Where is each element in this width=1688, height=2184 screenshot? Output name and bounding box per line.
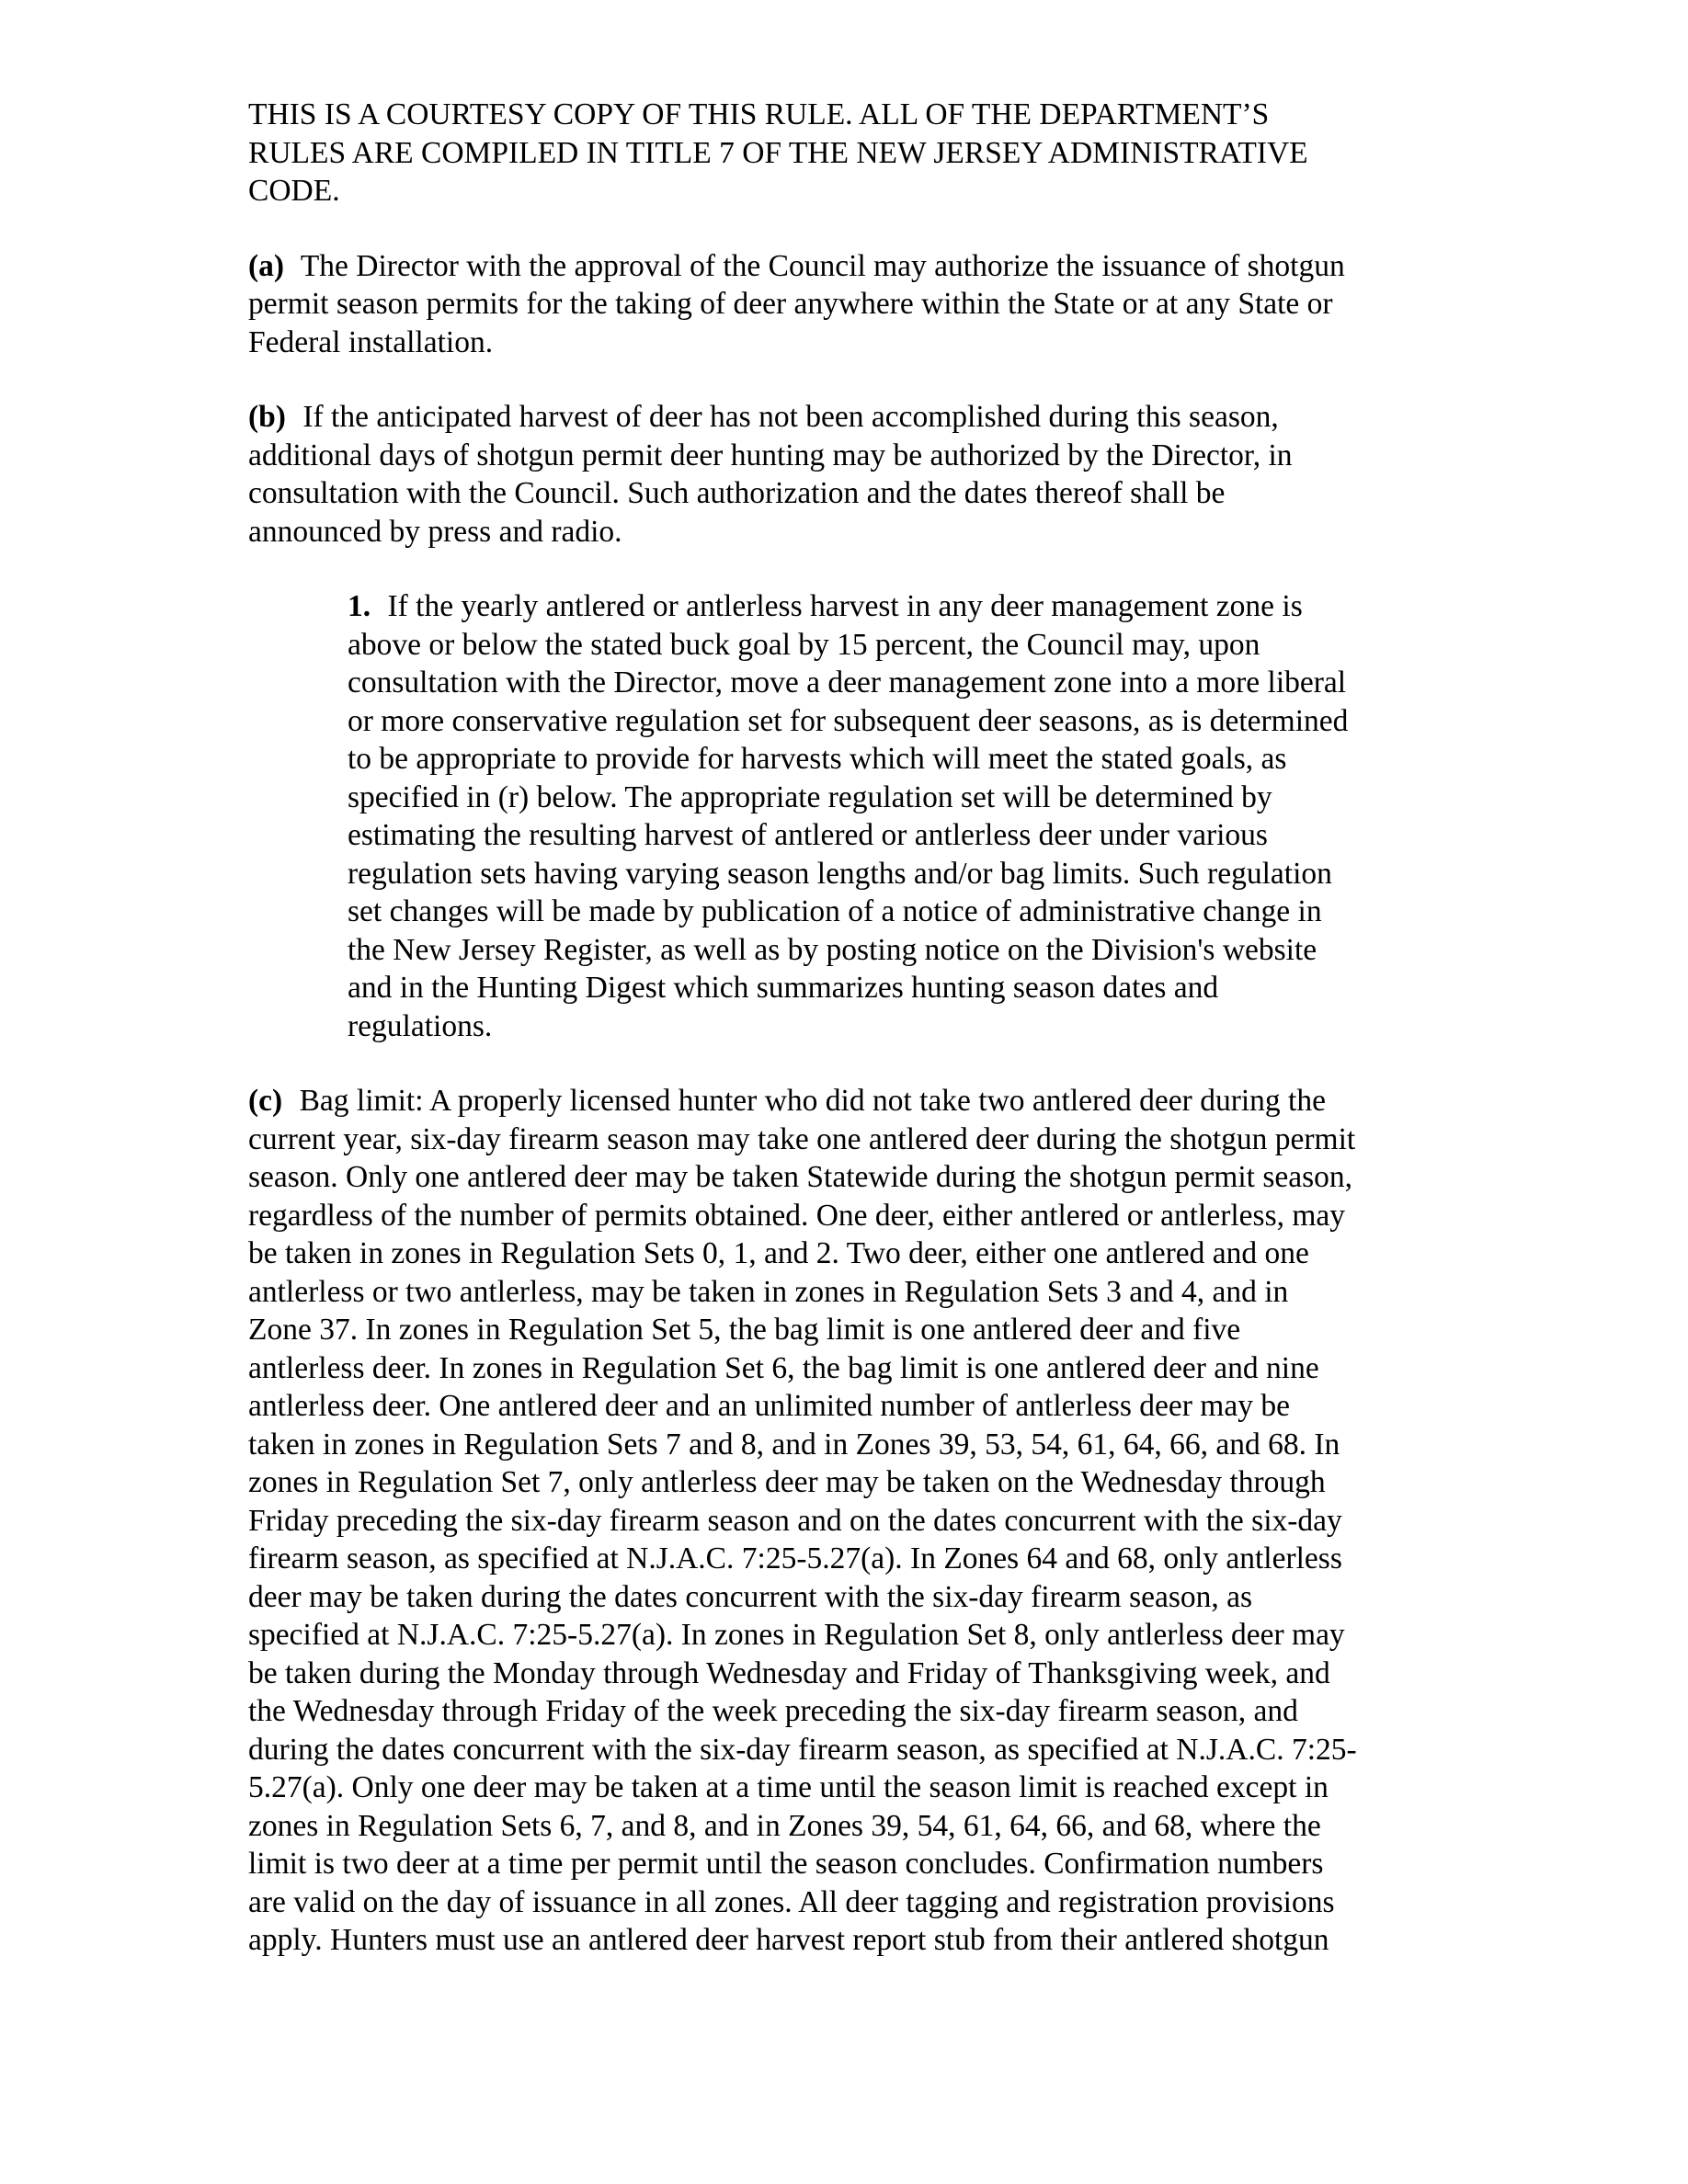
paragraph-line: are valid on the day of issuance in all zones. All deer tagging and registration provisions — [248, 1884, 1335, 1919]
paragraph-line: be taken during the Monday through Wednesday and Friday of Thanksgiving week, and — [248, 1655, 1330, 1690]
paragraph-line: specified in (r) below. The appropriate regulation set will be determined by — [348, 779, 1272, 814]
paragraph-line: antlerless or two antlerless, may be taken in zones in Regulation Sets 3 and 4, and in — [248, 1274, 1289, 1309]
paragraph-line: the New Jersey Register, as well as by posting notice on the Division's website — [348, 932, 1317, 967]
paragraph-line: set changes will be made by publication of a notice of administrative change in — [348, 894, 1322, 928]
paragraph-line: regardless of the number of permits obtained. One deer, either antlered or antlerless, may — [248, 1198, 1346, 1233]
paragraph-marker: (c) — [248, 1084, 283, 1118]
paragraph-line: (b) If the anticipated harvest of deer has not been accomplished during this season, — [248, 400, 1279, 434]
paragraph-line: regulation sets having varying season lengths and/or bag limits. Such regulation — [348, 856, 1332, 891]
paragraph-b-1 — [348, 587, 1443, 1045]
paragraph-line: or more conservative regulation set for subsequent deer seasons, as is determined — [348, 703, 1349, 738]
paragraph-line: zones in Regulation Set 7, only antlerless deer may be taken on the Wednesday through — [248, 1465, 1326, 1499]
paragraph-line: regulations. — [348, 1008, 493, 1043]
paragraph-line: deer may be taken during the dates concurrent with the six-day firearm season, as — [248, 1579, 1253, 1614]
paragraph-line: consultation with the Council. Such authorization and the dates thereof shall be — [248, 476, 1226, 510]
paragraph-line: 5.27(a). Only one deer may be taken at a time until the season limit is reached except in — [248, 1770, 1329, 1804]
paragraph-line: above or below the stated buck goal by 15 percent, the Council may, upon — [348, 627, 1260, 662]
paragraph-line: and in the Hunting Digest which summarizes hunting season dates and — [348, 971, 1219, 1005]
paragraph-line: zones in Regulation Sets 6, 7, and 8, and in Zones 39, 54, 61, 64, 66, and 68, where the — [248, 1808, 1321, 1843]
paragraph-marker: 1. — [348, 589, 371, 623]
paragraph-marker: (a) — [248, 248, 285, 283]
paragraph-c — [248, 1082, 1443, 1960]
paragraph-line: apply. Hunters must use an antlered deer harvest report stub from their antlered shotgun — [248, 1923, 1329, 1957]
document-page — [248, 96, 1443, 1960]
paragraph-line: limit is two deer at a time per permit until the season concludes. Confirmation numbers — [248, 1847, 1324, 1881]
paragraph-a — [248, 247, 1443, 362]
paragraph-line: estimating the resulting harvest of antlered or antlerless deer under various — [348, 818, 1268, 852]
paragraph-line: firearm season, as specified at N.J.A.C. 7:25-5.27(a). In Zones 64 and 68, only antlerless — [248, 1541, 1342, 1575]
paragraph-line: (a) The Director with the approval of the Council may authorize the issuance of shotgun — [248, 248, 1345, 283]
paragraph-line: during the dates concurrent with the six-day firearm season, as specified at N.J.A.C. 7:25- — [248, 1732, 1357, 1767]
paragraph-line: Friday preceding the six-day firearm season and on the dates concurrent with the six-day — [248, 1503, 1342, 1538]
paragraph-line: additional days of shotgun permit deer hunting may be authorized by the Director, in — [248, 438, 1293, 472]
paragraph-line: 1. If the yearly antlered or antlerless harvest in any deer management zone is — [348, 589, 1303, 623]
paragraph-line: to be appropriate to provide for harvests which will meet the stated goals, as — [348, 742, 1287, 776]
paragraph-b — [248, 398, 1443, 551]
notice-line: CODE. — [248, 174, 340, 208]
paragraph-line: season. Only one antlered deer may be taken Statewide during the shotgun permit season, — [248, 1160, 1353, 1194]
notice-line: THIS IS A COURTESY COPY OF THIS RULE. ALL OF THE DEPARTMENT’S — [248, 97, 1270, 131]
courtesy-notice — [248, 96, 1443, 210]
paragraph-line: permit season permits for the taking of deer anywhere within the State or at any State or — [248, 287, 1333, 321]
paragraph-line: be taken in zones in Regulation Sets 0, 1, and 2. Two deer, either one antlered and one — [248, 1236, 1309, 1270]
paragraph-line: antlerless deer. In zones in Regulation Set 6, the bag limit is one antlered deer and nine — [248, 1350, 1319, 1385]
paragraph-marker: (b) — [248, 400, 286, 434]
paragraph-line: specified at N.J.A.C. 7:25-5.27(a). In zones in Regulation Set 8, only antlerless deer may — [248, 1618, 1345, 1652]
paragraph-line: antlerless deer. One antlered deer and an unlimited number of antlerless deer may be — [248, 1389, 1290, 1423]
paragraph-line: Zone 37. In zones in Regulation Set 5, the bag limit is one antlered deer and five — [248, 1313, 1241, 1347]
paragraph-line: announced by press and radio. — [248, 514, 622, 549]
notice-line: RULES ARE COMPILED IN TITLE 7 OF THE NEW JERSEY ADMINISTRATIVE — [248, 135, 1308, 170]
paragraph-line: (c) Bag limit: A properly licensed hunter who did not take two antlered deer during the — [248, 1084, 1326, 1118]
paragraph-line: current year, six-day firearm season may take one antlered deer during the shotgun permit — [248, 1121, 1356, 1156]
paragraph-line: taken in zones in Regulation Sets 7 and 8, and in Zones 39, 53, 54, 61, 64, 66, and 68. In — [248, 1427, 1340, 1462]
paragraph-line: the Wednesday through Friday of the week preceding the six-day firearm season, and — [248, 1694, 1298, 1728]
paragraph-line: consultation with the Director, move a deer management zone into a more liberal — [348, 665, 1347, 700]
paragraph-line: Federal installation. — [248, 324, 494, 359]
